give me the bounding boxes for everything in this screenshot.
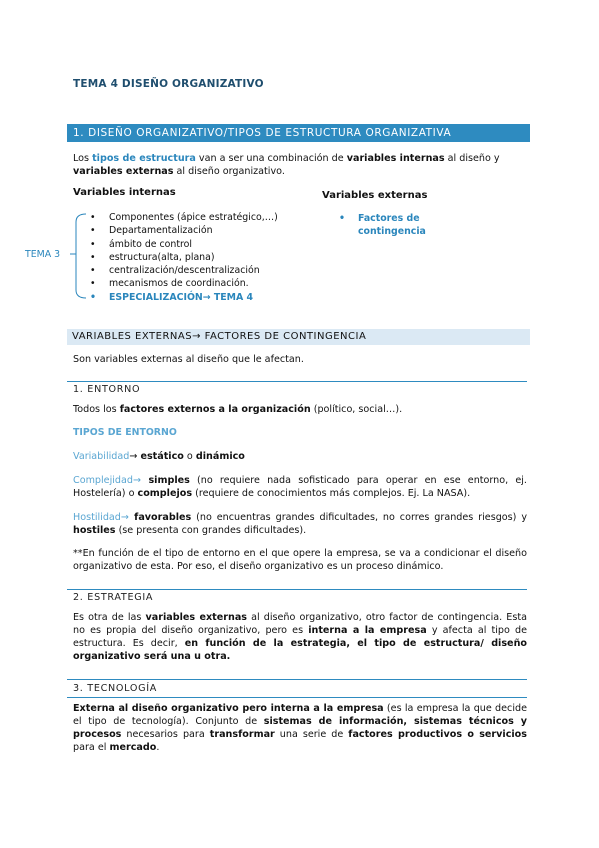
keyword: simples xyxy=(141,475,190,486)
term: Complejidad→ xyxy=(73,475,141,486)
keyword: complejos xyxy=(137,488,193,499)
list-item: • estructura(alta, plana) xyxy=(90,251,320,264)
tema3-label: TEMA 3 xyxy=(25,249,61,260)
variabilidad-line xyxy=(73,450,245,463)
term: Hostilidad→ xyxy=(73,512,129,523)
list-item xyxy=(339,212,499,239)
text: Es otra de las xyxy=(73,612,146,623)
subsection-heading: VARIABLES EXTERNAS→ FACTORES DE CONTINGENCIA xyxy=(72,331,367,342)
keyword: favorables xyxy=(128,512,192,523)
internas-heading: Variables internas xyxy=(73,187,176,198)
keyword: factores productivos o servicios xyxy=(348,729,527,740)
list-item: • Componentes (ápice estratégico,…) xyxy=(90,211,320,224)
intro-text: van a ser una combinación de xyxy=(195,153,347,164)
text: → xyxy=(129,451,141,462)
keyword: sistemas de información, sistemas técnicos y procesos xyxy=(73,716,527,740)
intro-keyword: variables internas xyxy=(346,153,445,164)
keyword: dinámico xyxy=(195,451,245,462)
intro-text: al diseño organizativo. xyxy=(173,166,285,177)
estrategia-heading: 2. ESTRATEGIA xyxy=(73,592,154,603)
text: (no requiere nada sofisticado para operar en ese entorno, ej. Hostelería) o xyxy=(73,475,527,499)
externas-item-line: Factores de xyxy=(358,213,420,224)
list-item: • centralización/descentralización xyxy=(90,264,320,277)
intro-text: al diseño y xyxy=(444,153,500,164)
internas-list xyxy=(90,211,320,304)
text: . xyxy=(156,742,160,753)
externas-list xyxy=(339,212,499,239)
text: y afecta al tipo de estructura. Es decir, xyxy=(73,625,527,649)
text: (no encuentras grandes dificultades, no corres grandes riesgos) y xyxy=(191,512,527,523)
externas-heading: Variables externas xyxy=(322,190,428,201)
text: Todos los xyxy=(73,404,120,415)
keyword: estático xyxy=(140,451,184,462)
page-title: TEMA 4 DISEÑO ORGANIZATIVO xyxy=(73,78,264,90)
entorno-paragraph xyxy=(73,403,402,416)
text: (político, social…). xyxy=(310,404,403,415)
complejidad-paragraph xyxy=(73,474,527,500)
section-heading: 1. DISEÑO ORGANIZATIVO/TIPOS DE ESTRUCTURA ORGANIZATIVA xyxy=(73,127,452,139)
text: necesarios para xyxy=(121,729,210,740)
divider xyxy=(67,679,527,680)
divider xyxy=(67,589,527,590)
intro-paragraph xyxy=(73,152,529,178)
divider xyxy=(67,381,527,382)
text: al diseño organizativo, otro factor de contingencia. Esta no es propia del diseño organizativo, pero es xyxy=(73,612,528,636)
keyword: interna a la empresa xyxy=(308,625,427,636)
list-item: • Departamentalización xyxy=(90,224,320,237)
bracket-icon xyxy=(62,210,92,302)
text: (se presenta con grandes dificultades). xyxy=(115,525,307,536)
tecnologia-paragraph xyxy=(73,702,527,754)
text: o xyxy=(183,451,196,462)
text: (es la empresa la que decide el tipo de tecnología). Conjunto de xyxy=(73,703,527,727)
hostilidad-paragraph xyxy=(73,511,527,537)
keyword: variables externas xyxy=(145,612,248,623)
subsection-intro: Son variables externas al diseño que le afectan. xyxy=(73,354,304,365)
estrategia-paragraph xyxy=(73,611,527,663)
subsection-heading-bar xyxy=(67,329,530,345)
keyword: mercado xyxy=(109,742,157,753)
intro-keyword: variables externas xyxy=(73,166,174,177)
keyword: hostiles xyxy=(73,525,116,536)
text: (requiere de conocimientos más complejos. Ej. La NASA). xyxy=(192,488,471,499)
intro-keyword: tipos de estructura xyxy=(92,153,196,164)
keyword: factores externos a la organización xyxy=(119,404,311,415)
entorno-heading: 1. ENTORNO xyxy=(73,384,141,395)
keyword: Externa al diseño organizativo pero interna a la empresa xyxy=(73,703,384,714)
section-heading-bar xyxy=(67,124,530,142)
text: una serie de xyxy=(274,729,349,740)
divider xyxy=(67,697,527,698)
intro-text: Los xyxy=(73,153,93,164)
tecnologia-heading: 3. TECNOLOGÍA xyxy=(73,683,158,694)
list-item: • ámbito de control xyxy=(90,238,320,251)
note-paragraph: **En función de el tipo de entorno en el que opere la empresa, se va a condicionar el diseño organizativo de esta. Por eso, el diseño organizativo es un proceso dinámico. xyxy=(73,548,527,572)
text: para el xyxy=(73,742,110,753)
tipos-entorno-heading: TIPOS DE ENTORNO xyxy=(73,427,177,438)
term: Variabilidad xyxy=(73,451,130,462)
list-item-especializacion: • ESPECIALIZACIÓN→ TEMA 4 xyxy=(90,291,320,304)
keyword: en función de la estrategia, el tipo de estructura/ diseño organizativo será una u otra. xyxy=(73,638,527,662)
list-item: • mecanismos de coordinación. xyxy=(90,277,320,290)
keyword: transformar xyxy=(209,729,275,740)
externas-item-line: contingencia xyxy=(358,226,426,238)
